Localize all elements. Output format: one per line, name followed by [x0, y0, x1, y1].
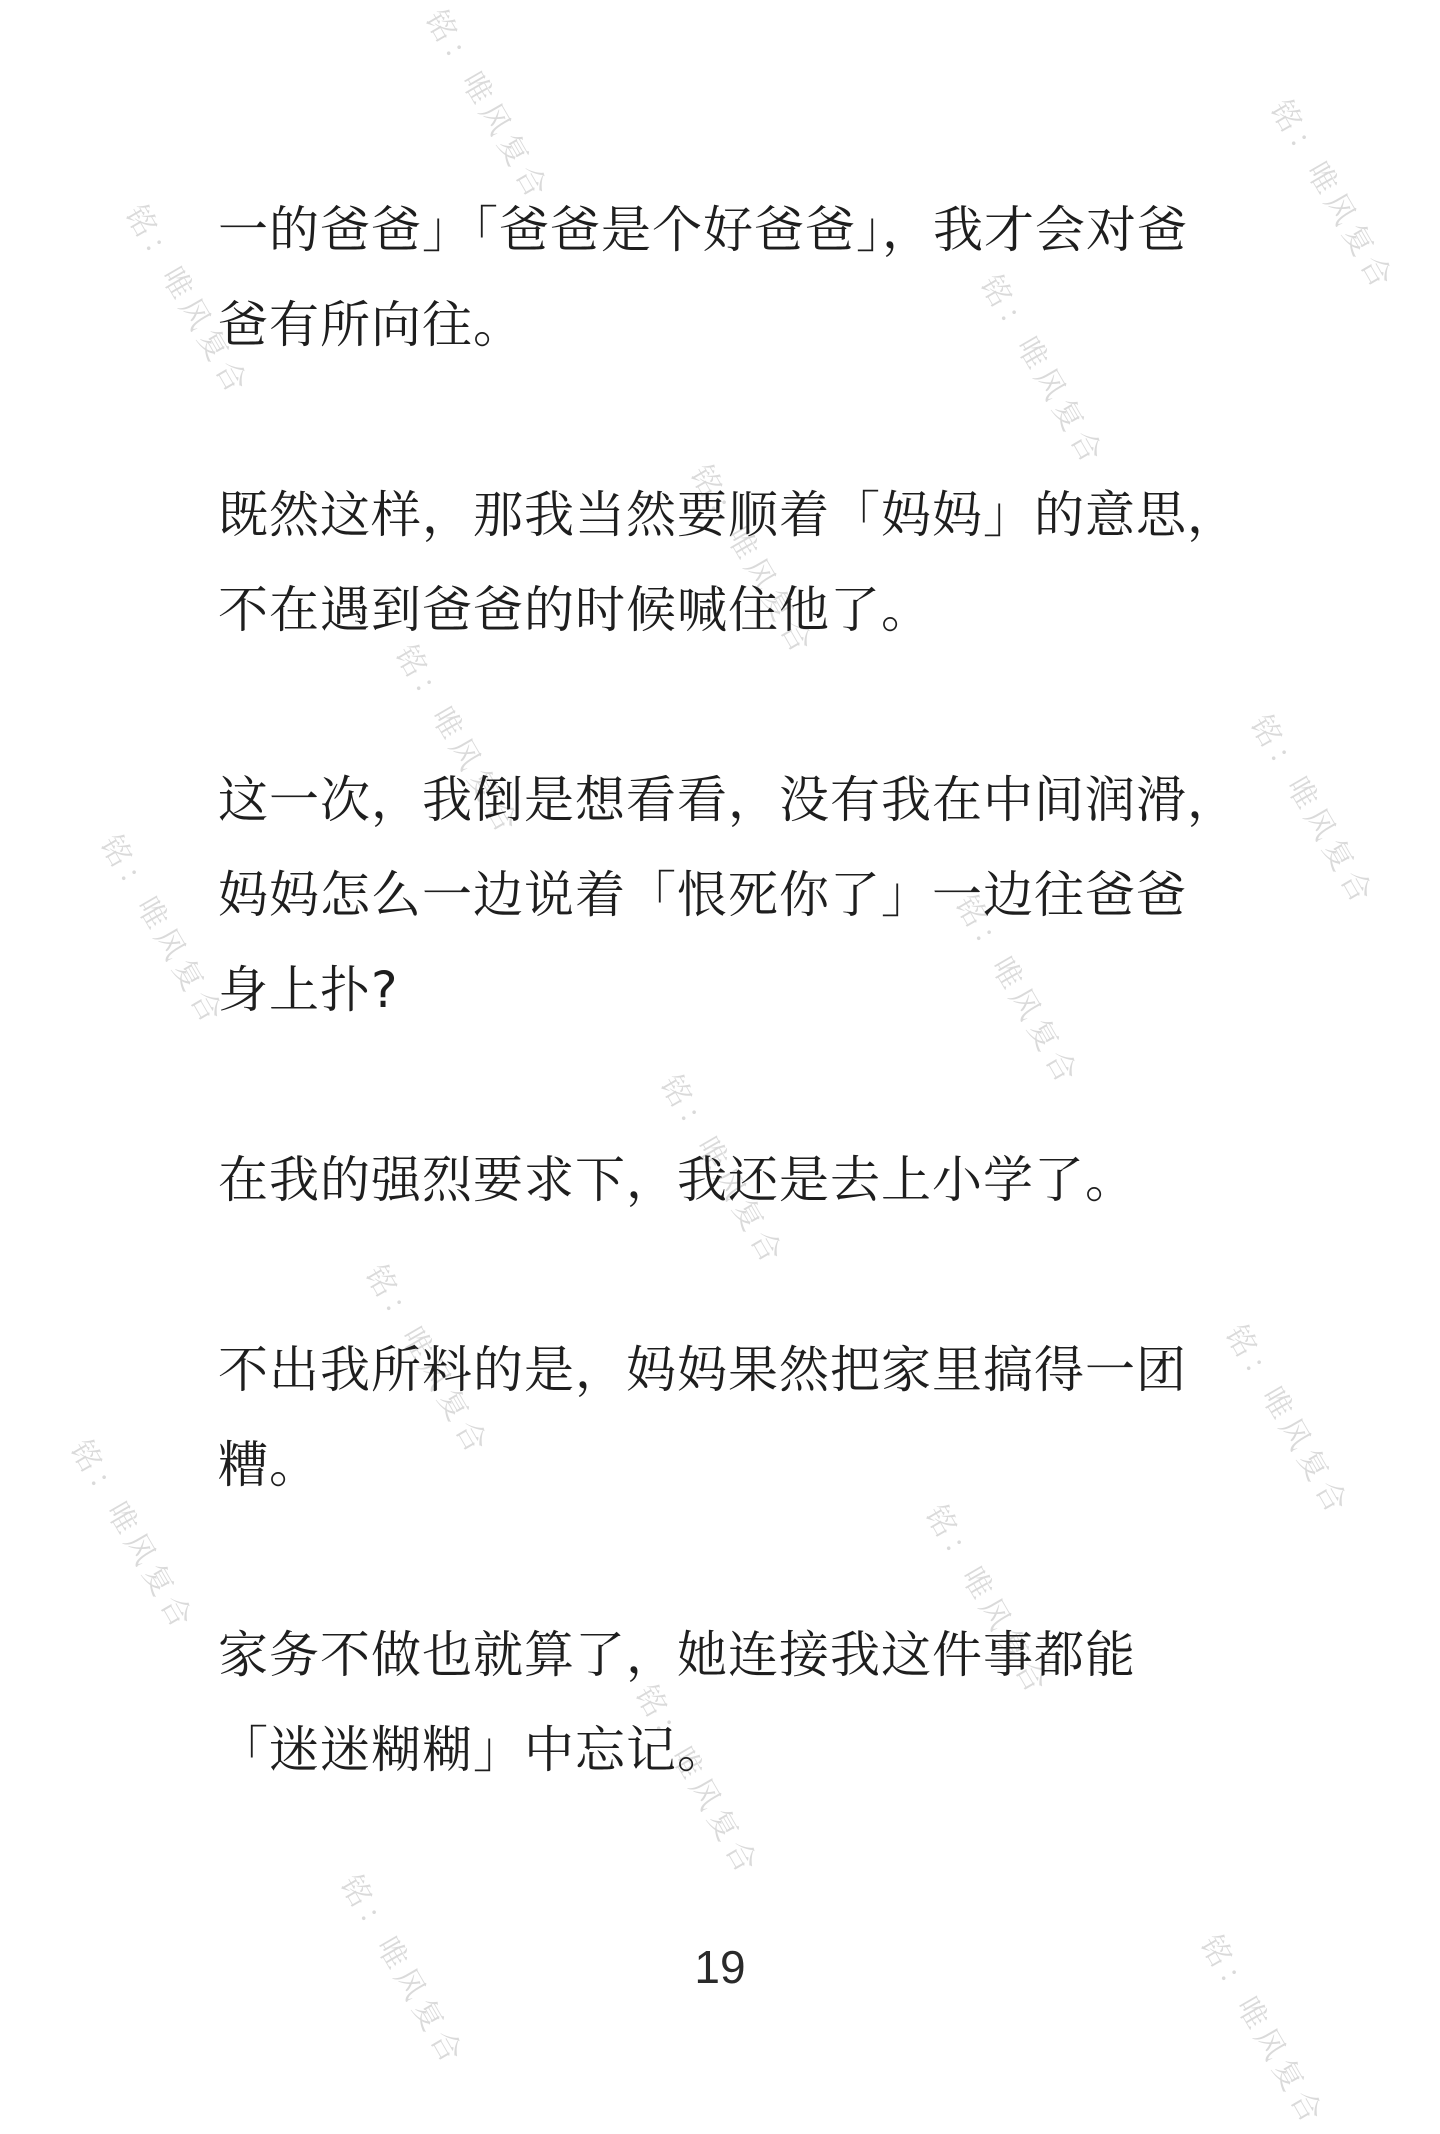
text-body: [218, 183, 1238, 1893]
watermark: 铭：唯风复合: [332, 1869, 472, 2074]
text-line: 既然这样，那我当然要顺着「妈妈」的意思，: [218, 486, 1238, 544]
watermark: 铭：唯风复合: [627, 1679, 767, 1884]
watermark: 铭：唯风复合: [972, 269, 1112, 474]
watermark: 铭：唯风复合: [1262, 94, 1402, 299]
watermark: 铭：唯风复合: [117, 199, 257, 404]
watermark: 铭：唯风复合: [417, 4, 557, 209]
text-line: 不出我所料的是，妈妈果然把家里搞得一团: [218, 1341, 1187, 1399]
paragraph: [218, 468, 1238, 658]
text-line: 一的爸爸」「爸爸是个好爸爸」，我才会对爸: [218, 201, 1188, 259]
watermark: 铭：唯风复合: [387, 639, 527, 844]
paragraph: [218, 183, 1238, 373]
paragraph: [218, 1133, 1238, 1228]
text-line: 在我的强烈要求下，我还是去上小学了。: [218, 1151, 1136, 1209]
paragraph: [218, 1608, 1238, 1798]
paragraph: [218, 753, 1238, 1038]
watermark: 铭：唯风复合: [92, 829, 232, 1034]
watermark: 铭：唯风复合: [357, 1259, 497, 1464]
paragraph: [218, 1323, 1238, 1513]
watermark: 铭：唯风复合: [947, 889, 1087, 1094]
watermark: 铭：唯风复合: [682, 459, 822, 664]
text-line: 不在遇到爸爸的时候喊住他了。: [218, 581, 932, 639]
watermark: 铭：唯风复合: [1242, 709, 1382, 914]
watermark: 铭：唯风复合: [62, 1434, 202, 1639]
text-line: 爸有所向往。: [218, 296, 524, 354]
text-line: 家务不做也就算了，她连接我这件事都能: [218, 1626, 1136, 1684]
text-line: 糟。: [218, 1436, 320, 1494]
watermark: 铭：唯风复合: [652, 1069, 792, 1274]
watermark: 铭：唯风复合: [917, 1499, 1057, 1704]
text-line: 妈妈怎么一边说着「恨死你了」一边往爸爸: [218, 866, 1187, 924]
text-line: 「迷迷糊糊」中忘记。: [218, 1721, 728, 1779]
watermark: 铭：唯风复合: [1192, 1929, 1332, 2134]
watermark: 铭：唯风复合: [1217, 1319, 1357, 1524]
text-line: 身上扑?: [218, 961, 399, 1019]
text-line: 这一次，我倒是想看看，没有我在中间润滑，: [218, 771, 1238, 829]
page-number: 19: [694, 1941, 746, 1993]
